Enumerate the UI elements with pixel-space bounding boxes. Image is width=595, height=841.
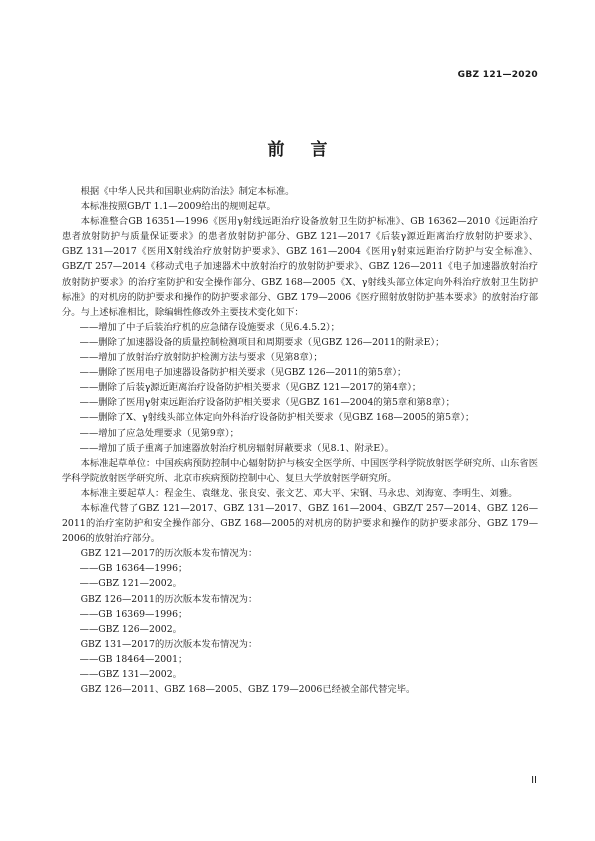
paragraph-basis: 根据《中华人民共和国职业病防治法》制定本标准。 [80, 186, 295, 197]
change-item: ——删除了医用电子加速器设备防护相关要求（见GBZ 126—2011的第5章）； [79, 367, 407, 379]
history-heading: GBZ 126—2011的历次版本发布情况为： [80, 593, 258, 605]
change-item: ——增加了放射治疗放射防护检测方法与要求（见第8章）； [79, 352, 323, 364]
paragraph-replaces: 本标准代替了GBZ 121—2017、GBZ 131—2017、GBZ 161—2004、GBZ/T 257—2014、GBZ 126—2011的治疗室防护和安全操作部分、GBZ 168—2005的对机房的防护要求和操作的防护要求部分、GBZ 179—2006的放射治疗部分。 [62, 502, 538, 545]
paragraph-final-note: GBZ 126—2011、GBZ 168—2005、GBZ 179—2006已经被全部代替完毕。 [80, 684, 416, 696]
page-title: 前 言 [267, 140, 338, 160]
history-heading: GBZ 121—2017的历次版本发布情况为： [80, 548, 258, 560]
history-item: ——GBZ 131—2002。 [79, 669, 182, 680]
standard-code: GBZ 121—2020 [457, 70, 538, 80]
change-item: ——删除了X、γ射线头部立体定向外科治疗设备防护相关要求（见GBZ 168—2005的第5章）； [79, 412, 475, 424]
change-item: ——删除了医用γ射束远距治疗设备防护相关要求（见GBZ 161—2004的第5章和第8章）； [79, 397, 455, 409]
change-item: ——增加了质子重离子加速器放射治疗机房辐射屏蔽要求（见8.1、附录E）。 [79, 442, 395, 454]
paragraph-drafters: 本标准主要起草人：程金生、袁继龙、张良安、张文艺、邓大平、宋钢、马永忠、刘海宽、李明生、刘雅。 [80, 487, 518, 499]
paragraph-drafting-units: 本标准起草单位：中国疾病预防控制中心辐射防护与核安全医学所、中国医学科学院放射医学研究所、山东省医学科学院放射医学研究所、北京市疾病预防控制中心、复旦大学放射医学研究所。 [62, 457, 538, 484]
change-item: ——删除了加速器设备的质量控制检测项目和周期要求（见GBZ 126—2011的附录E）； [79, 336, 445, 348]
history-item: ——GBZ 126—2002。 [79, 623, 182, 635]
page-number: II [531, 775, 537, 786]
history-heading: GBZ 131—2017的历次版本发布情况为： [80, 638, 258, 650]
change-item: ——增加了中子后装治疗机的应急储存设施要求（见6.4.5.2）； [79, 321, 340, 333]
change-item: ——增加了应急处理要求（见第9章）； [79, 427, 239, 439]
history-item: ——GB 18464—2001； [79, 653, 188, 665]
change-item: ——删除了后装γ源近距离治疗设备防护相关要求（见GBZ 121—2017的第4章）； [79, 382, 422, 394]
history-item: ——GBZ 121—2002。 [79, 578, 182, 590]
foreword-body [62, 184, 538, 697]
paragraph-integration: 本标准整合GB 16351—1996《医用γ射线远距治疗设备放射卫生防护标准》、GB 16362—2010《远距治疗患者放射防护与质量保证要求》的患者放射防护部分、GBZ 121—2017《后装γ源近距离治疗放射防护要求》、GBZ 131—2017《医用X射线治疗放射防护要求》、GBZ 161—2004《医用γ射束远距治疗防护与安全标准》、GBZ/T 257—2014《移动式电子加速器术中放射治疗的放射防护要求》、GBZ 126—2011《电子加速器放射治疗放射防护要求》的治疗室防护和安全操作部分、GBZ 168—2005《X、γ射线头部立体定向外科治疗放射卫生防护标准》的对机房的防护要求和操作的防护要求部分、GBZ 179—2006《医疗照射放射防护基本要求》的放射治疗部分。与上述标准相比，除编辑性修改外主要技术变化如下： [62, 216, 538, 318]
history-item: ——GB 16369—1996； [79, 608, 188, 620]
history-item: ——GB 16364—1996； [79, 563, 188, 575]
paragraph-drafting-rules: 本标准按照GB/T 1.1—2009给出的规则起草。 [80, 201, 276, 213]
